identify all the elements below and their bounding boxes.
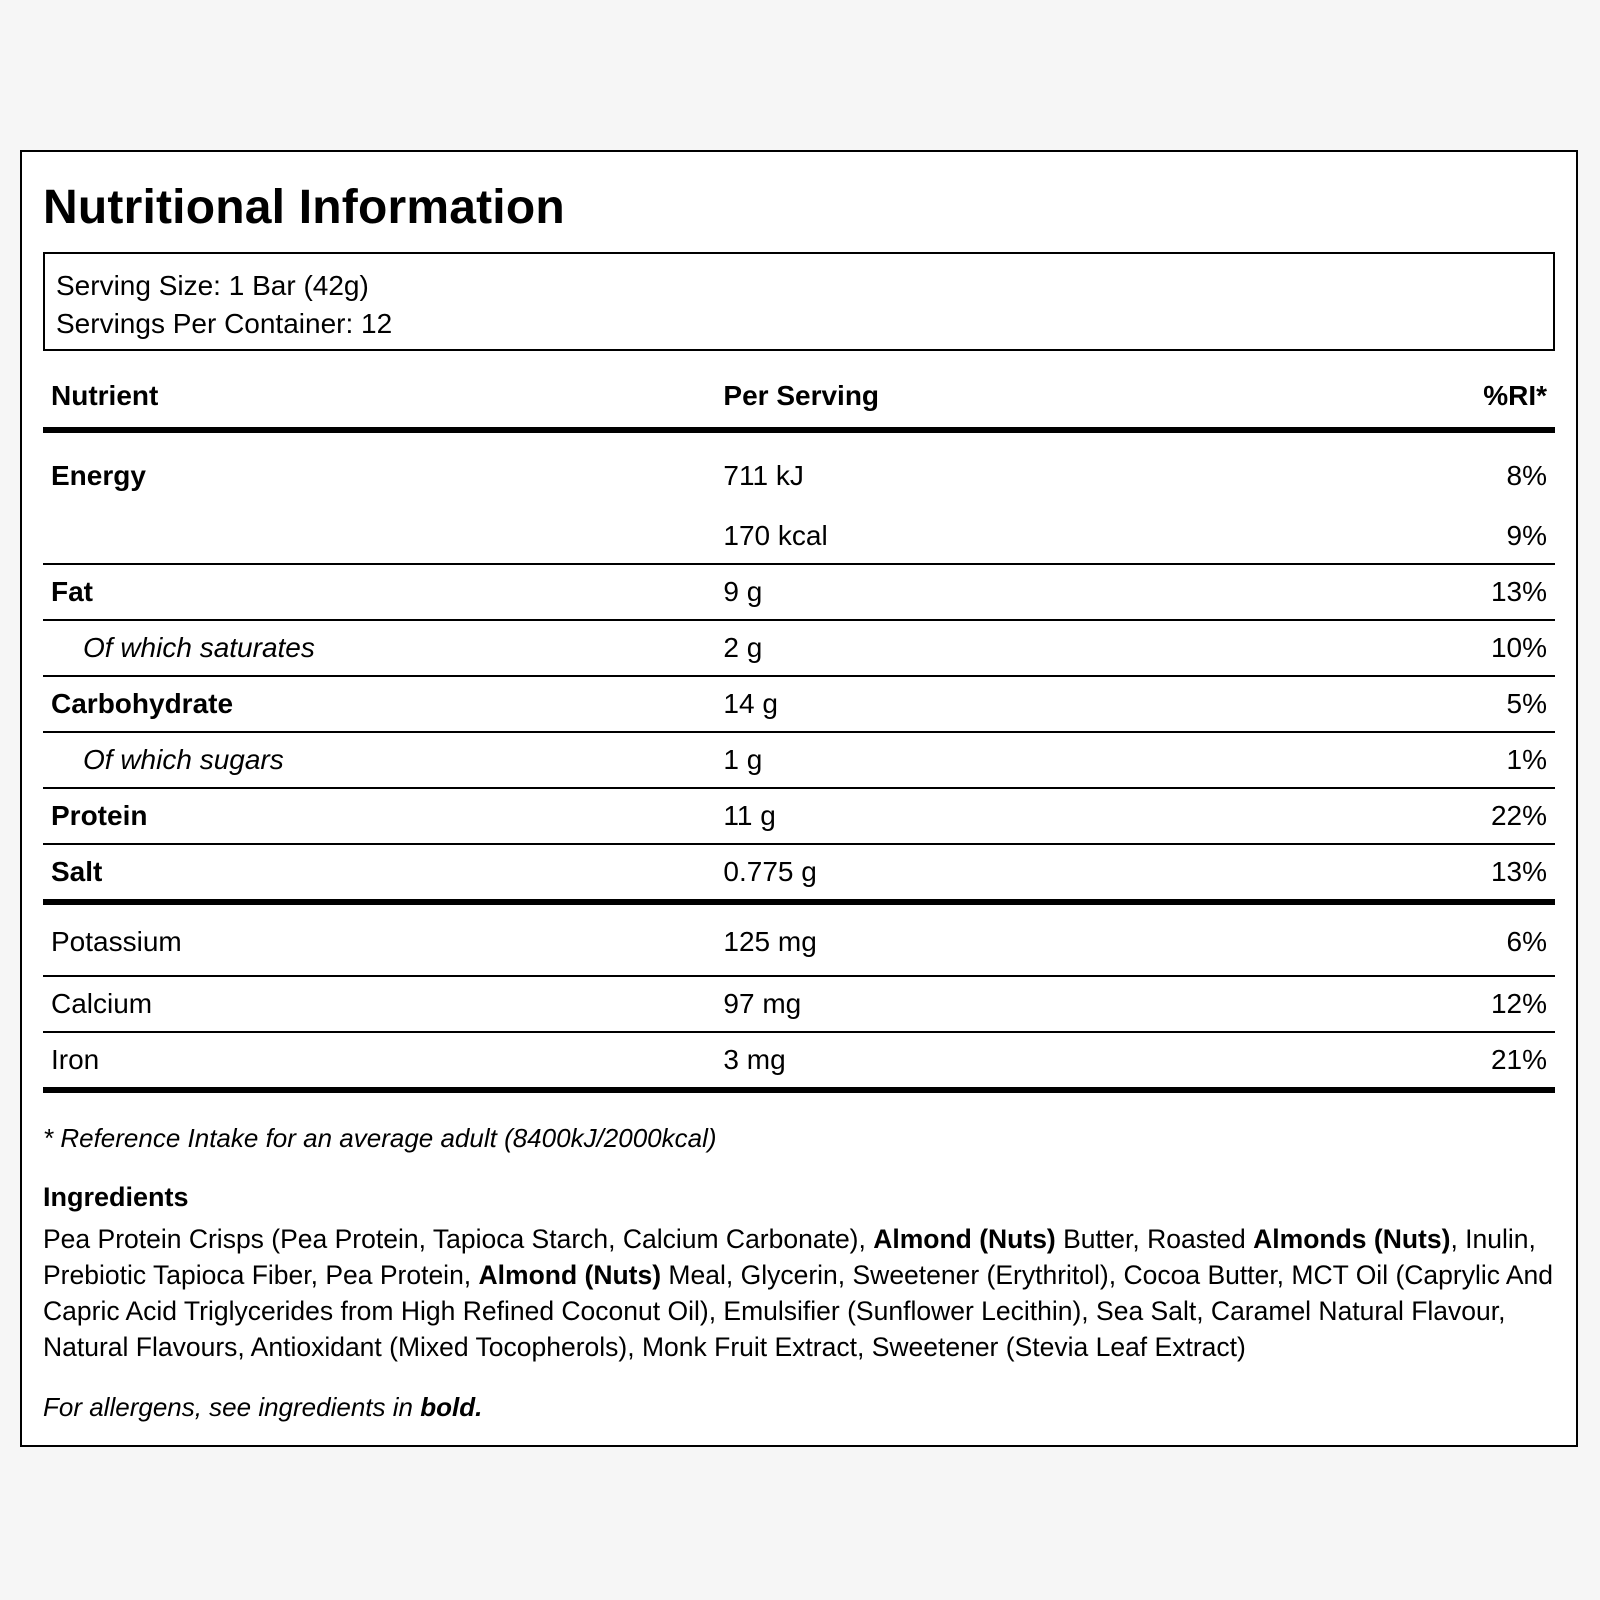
energy-kj-ri: 8% bbox=[1506, 460, 1547, 491]
nutrient-value: 2 g bbox=[723, 620, 1328, 676]
table-row-protein bbox=[43, 788, 1555, 844]
nutrient-ri: 6% bbox=[1328, 902, 1555, 976]
allergen-ingredient: Almond (Nuts) bbox=[478, 1260, 662, 1290]
nutrient-label: Calcium bbox=[43, 976, 723, 1032]
energy-kcal-ri: 9% bbox=[1328, 509, 1555, 564]
table-row-salt bbox=[43, 844, 1555, 902]
table-row-energy-kcal bbox=[43, 509, 1555, 564]
serving-info-box bbox=[43, 252, 1555, 351]
nutrient-ri: 12% bbox=[1328, 976, 1555, 1032]
ingredients-heading: Ingredients bbox=[43, 1182, 189, 1212]
allergen-ingredient: Almonds (Nuts) bbox=[1253, 1224, 1451, 1254]
table-row-carbohydrate bbox=[43, 676, 1555, 732]
nutrient-label-empty bbox=[43, 509, 723, 564]
table-header-row bbox=[43, 371, 1555, 430]
nutrient-label: Protein bbox=[43, 788, 723, 844]
table-row-iron bbox=[43, 1032, 1555, 1090]
nutrient-value: 0.775 g bbox=[723, 844, 1328, 902]
table-row-calcium bbox=[43, 976, 1555, 1032]
nutrient-label: Of which sugars bbox=[43, 732, 723, 788]
nutrient-label: Carbohydrate bbox=[43, 676, 723, 732]
energy-kcal-value: 170 kcal bbox=[723, 509, 1328, 564]
nutrient-label: Salt bbox=[43, 844, 723, 902]
nutrient-label-energy: Energy bbox=[51, 460, 146, 491]
table-row-potassium bbox=[43, 902, 1555, 976]
table-row-saturates bbox=[43, 620, 1555, 676]
nutrition-table bbox=[43, 371, 1555, 1093]
reference-intake-footnote: * Reference Intake for an average adult (8400kJ/2000kcal) bbox=[43, 1123, 717, 1153]
allergen-note bbox=[43, 1389, 1555, 1425]
ingredients-part: Meal, Glycerin, Sweetener (Erythritol), Cocoa Butter, MCT Oil (Caprylic And Capric Acid Triglycerides from High Refined Coconut Oil), Emulsifier (Sunflower Lecithin), Sea Salt, Caramel Natural Flavour, Natural Flavours, Antioxidant (Mixed Tocopherols), Monk Fruit Extract, Sweetener (Stevia Leaf Extract) bbox=[43, 1260, 1554, 1362]
nutrient-ri: 5% bbox=[1328, 676, 1555, 732]
ingredients-part: Butter, Roasted bbox=[1055, 1224, 1254, 1254]
nutrient-ri: 22% bbox=[1328, 788, 1555, 844]
nutrient-value: 125 mg bbox=[723, 902, 1328, 976]
ingredients-text bbox=[43, 1221, 1555, 1365]
nutrient-value: 1 g bbox=[723, 732, 1328, 788]
nutrient-ri: 13% bbox=[1328, 844, 1555, 902]
page-title: Nutritional Information bbox=[43, 181, 565, 234]
table-row-energy-kj bbox=[43, 430, 1555, 509]
nutrient-ri: 13% bbox=[1328, 564, 1555, 620]
nutrient-value: 11 g bbox=[723, 788, 1328, 844]
header-per-serving: Per Serving bbox=[723, 371, 1328, 430]
nutrient-value: 9 g bbox=[723, 564, 1328, 620]
nutrient-ri: 1% bbox=[1328, 732, 1555, 788]
energy-kj-value: 711 kJ bbox=[723, 460, 804, 491]
allergen-note-prefix: For allergens, see ingredients in bbox=[43, 1392, 421, 1422]
header-ri: %RI* bbox=[1328, 371, 1555, 430]
ingredients-part: Pea Protein Crisps (Pea Protein, Tapioca Starch, Calcium Carbonate), bbox=[43, 1224, 874, 1254]
allergen-note-bold: bold. bbox=[420, 1392, 483, 1422]
nutrient-value: 14 g bbox=[723, 676, 1328, 732]
nutrient-label: Potassium bbox=[43, 902, 723, 976]
ingredients-part: , Inulin, Prebiotic Tapioca Fiber, Pea Protein, bbox=[43, 1224, 1536, 1290]
serving-size: Serving Size: 1 Bar (42g) bbox=[56, 270, 369, 301]
nutrient-ri: 10% bbox=[1328, 620, 1555, 676]
allergen-ingredient: Almond (Nuts) bbox=[873, 1224, 1056, 1254]
table-row-fat bbox=[43, 564, 1555, 620]
servings-per-container: Servings Per Container: 12 bbox=[56, 308, 393, 339]
nutrition-panel bbox=[20, 150, 1578, 1447]
header-nutrient: Nutrient bbox=[43, 371, 723, 430]
nutrient-value: 97 mg bbox=[723, 976, 1328, 1032]
nutrient-label: Iron bbox=[43, 1032, 723, 1090]
nutrient-ri: 21% bbox=[1328, 1032, 1555, 1090]
nutrient-value: 3 mg bbox=[723, 1032, 1328, 1090]
nutrient-label: Of which saturates bbox=[43, 620, 723, 676]
nutrient-label: Fat bbox=[43, 564, 723, 620]
table-row-sugars bbox=[43, 732, 1555, 788]
